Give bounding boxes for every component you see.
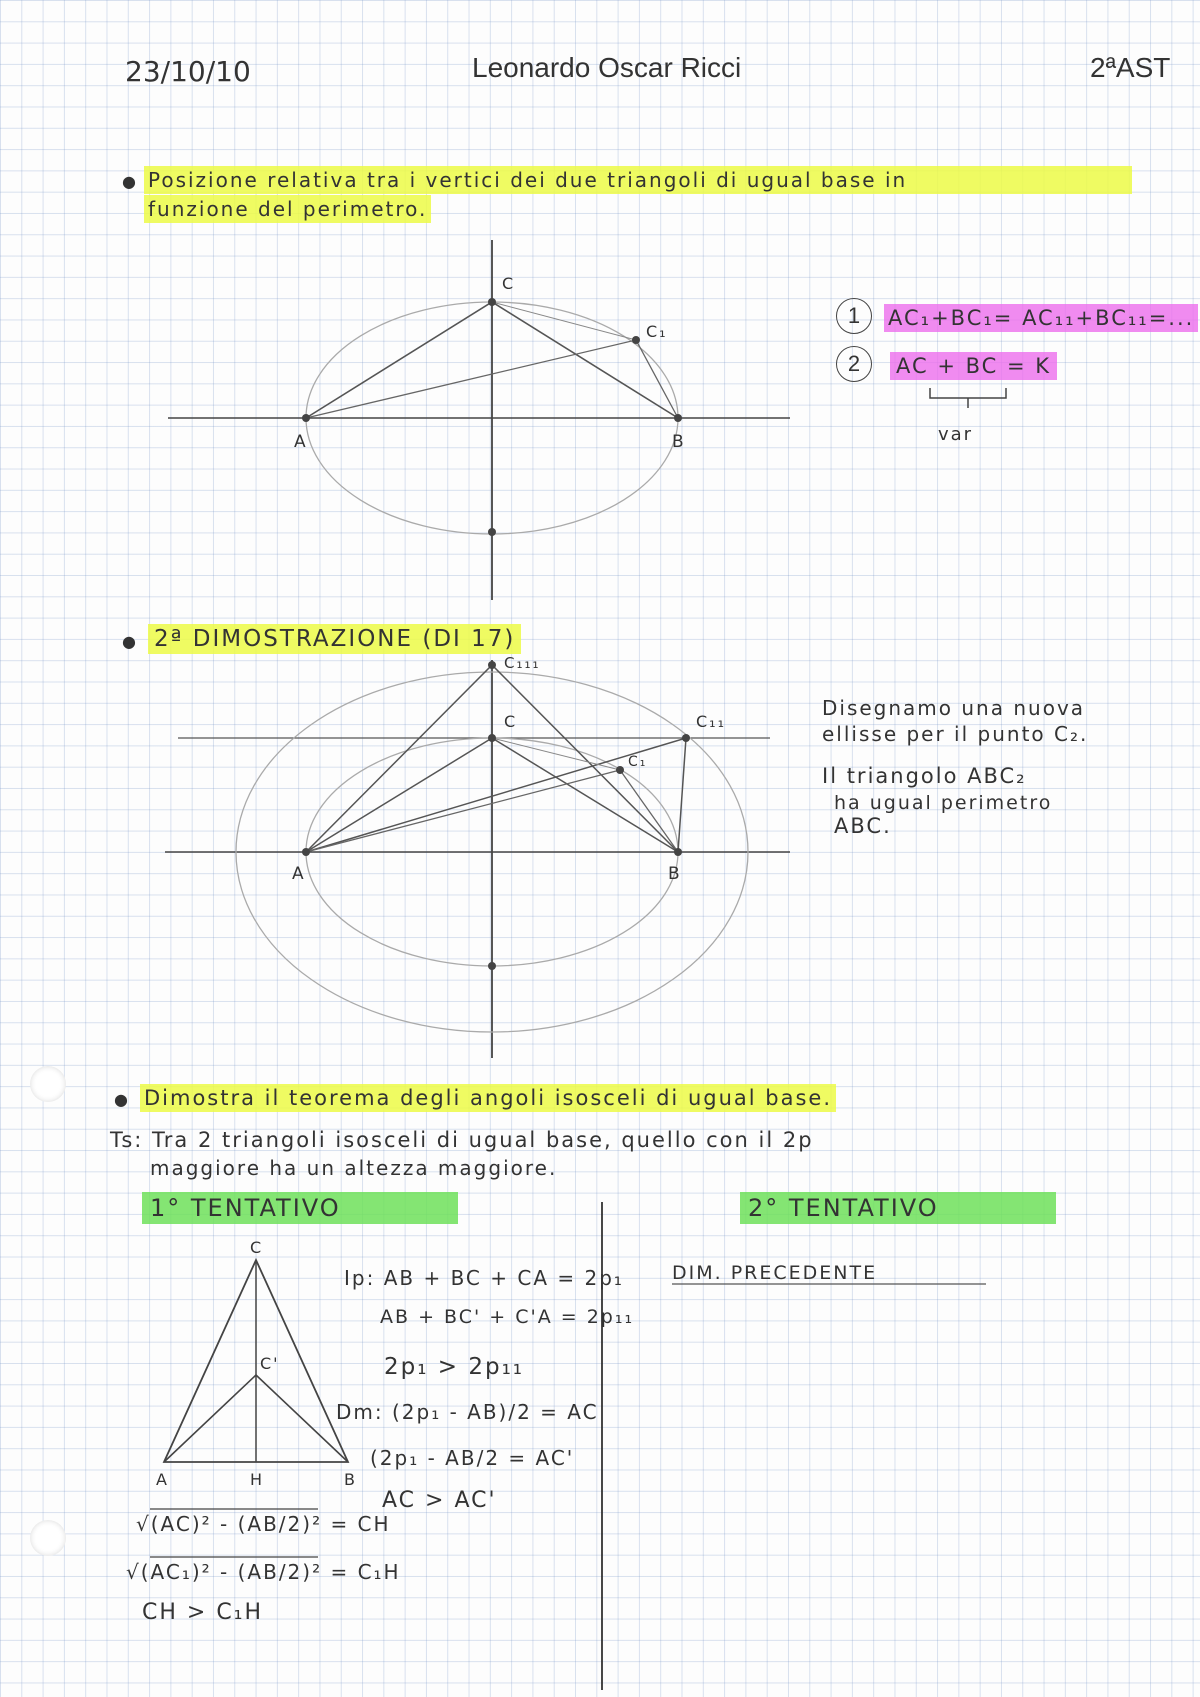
header-class: 2ªAST [1090,52,1171,83]
var-label: var [938,424,974,445]
bullet-2: ● [122,632,138,651]
bullet-1: ● [122,172,138,191]
formula-ch: √(AC)² - (AB/2)² = CH [136,1512,391,1536]
fig1-label-c1: C₁ [646,322,668,341]
section3-title: Dimostra il teorema degli angoli isosceli di ugual base. [140,1084,836,1112]
eq2-number: 2 [836,346,872,382]
eq2: AC + BC = K [890,352,1057,380]
dm-line2: (2p₁ - AB/2 = AC' [370,1446,575,1470]
section1-title-line1: Posizione relativa tra i vertici dei due triangoli di ugual base in [144,166,1132,194]
attempt2-heading: 2° TENTATIVO [740,1192,1056,1224]
section2-title: 2ª DIMOSTRAZIONE (DI 17) [148,624,521,654]
ts-line2: maggiore ha un altezza maggiore. [150,1156,558,1180]
section1-title-line2: funzione del perimetro. [144,195,431,223]
note-line2: ellisse per il punto C₂. [822,722,1089,746]
tri-label-h: H [250,1470,265,1489]
fig2-label-a: A [292,864,306,884]
note-line3: Il triangolo ABC₂ [822,764,1027,788]
tri-label-c: C [250,1238,264,1257]
fig1-label-c: C [502,274,516,293]
formula-compare: CH > C₁H [142,1600,264,1625]
fig2-label-c1: C₁ [628,754,648,770]
note-line5: ABC. [834,814,892,838]
dm-line3: AC > AC' [382,1488,497,1513]
eq1: AC₁+BC₁= AC₁₁+BC₁₁=... [884,304,1198,332]
ts-line1: Ts: Tra 2 triangoli isosceli di ugual base, quello con il 2p [110,1128,814,1152]
fig2-label-c: C [504,712,518,731]
hp-line3: 2p₁ > 2p₁₁ [384,1354,525,1380]
fig2-label-c11: C₁₁ [696,712,726,731]
header-author: Leonardo Oscar Ricci [472,52,742,83]
fig1-label-a: A [294,432,308,452]
attempt1-heading: 1° TENTATIVO [142,1192,458,1224]
bullet-3: ● [114,1090,130,1109]
fig2-label-c111: C₁₁₁ [504,654,541,672]
header-date: 23/10/10 [125,55,251,88]
fig2-label-b: B [668,864,682,884]
dim-precedente: DIM. PRECEDENTE [672,1262,878,1284]
tri-label-c1: C' [260,1354,280,1373]
hp-line2: AB + BC' + C'A = 2p₁₁ [380,1306,635,1328]
tri-label-a: A [156,1470,169,1489]
fig1-label-b: B [672,432,686,452]
tri-label-b: B [344,1470,357,1489]
note-line4: ha ugual perimetro [834,792,1053,814]
eq1-number: 1 [836,298,872,334]
hp-line1: Ip: AB + BC + CA = 2p₁ [344,1266,624,1290]
dm-line1: Dm: (2p₁ - AB)/2 = AC [336,1400,599,1424]
formula-c1h: √(AC₁)² - (AB/2)² = C₁H [126,1560,401,1584]
note-line1: Disegnamo una nuova [822,696,1086,720]
